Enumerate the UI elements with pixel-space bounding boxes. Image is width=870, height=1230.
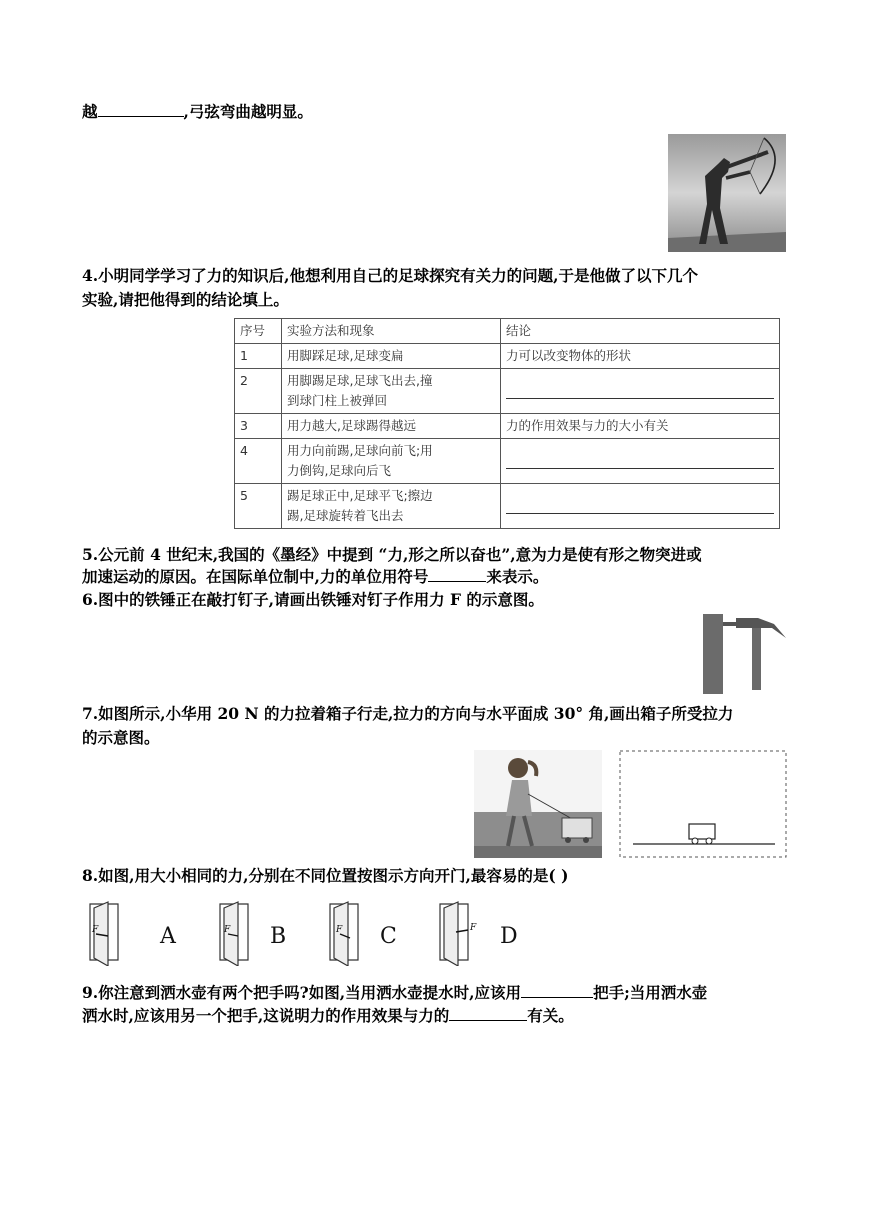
header-method: 实验方法和现象 bbox=[282, 319, 501, 344]
q4-line1: 4.小明同学学习了力的知识后,他想利用自己的足球探究有关力的问题,于是他做了以下几个 bbox=[82, 266, 698, 285]
table-row bbox=[235, 414, 780, 439]
row-method: 用力越大,足球踢得越远 bbox=[282, 414, 501, 439]
q9-answer-blank-1[interactable] bbox=[521, 982, 593, 998]
q5-line2 bbox=[82, 566, 548, 588]
box-drawing-area[interactable] bbox=[619, 750, 787, 858]
doors-drawing bbox=[88, 900, 528, 966]
answer-line[interactable] bbox=[506, 397, 774, 399]
method-line: 用力向前踢,足球向前飞;用 bbox=[287, 443, 433, 458]
method-line: 力倒钩,足球向后飞 bbox=[287, 463, 391, 478]
q9-pre-text-2: 洒水时,应该用另一个把手,这说明力的作用效果与力的 bbox=[82, 1006, 450, 1025]
q5-line1: 5.公元前 4 世纪末,我国的《墨经》中提到 “力,形之所以奋也”,意为力是使有形之物突进或 bbox=[82, 545, 702, 564]
q7-line1: 7.如图所示,小华用 20 N 的力拉着箱子行走,拉力的方向与水平面成 30° 角,画出箱子所受拉力 bbox=[82, 704, 734, 723]
header-conclusion: 结论 bbox=[501, 319, 780, 344]
table-row bbox=[235, 344, 780, 369]
answer-line[interactable] bbox=[506, 512, 774, 514]
girl-pulling-box-figure bbox=[474, 750, 602, 858]
q5-pre-text: 加速运动的原因。在国际单位制中,力的单位用符号 bbox=[82, 567, 429, 586]
q9-post-text-2: 有关。 bbox=[527, 1006, 574, 1025]
header-no: 序号 bbox=[235, 319, 282, 344]
table-row bbox=[235, 369, 780, 414]
q9-post-text: 把手;当用洒水壶 bbox=[593, 983, 708, 1002]
row-no: 1 bbox=[235, 344, 282, 369]
q3-pre-text: 越 bbox=[82, 102, 98, 121]
experiment-table bbox=[234, 318, 780, 529]
q5-answer-blank[interactable] bbox=[428, 566, 486, 582]
force-label: F bbox=[224, 925, 231, 935]
q9-pre-text: 9.你注意到洒水壶有两个把手吗?如图,当用洒水壶提水时,应该用 bbox=[82, 983, 522, 1002]
row-conclusion: 力的作用效果与力的大小有关 bbox=[501, 414, 780, 439]
table-row bbox=[235, 484, 780, 529]
force-label: F bbox=[470, 923, 477, 933]
option-b[interactable]: B bbox=[270, 924, 287, 949]
force-label: F bbox=[336, 925, 343, 935]
row-no: 2 bbox=[235, 369, 282, 414]
q8-line: 8.如图,用大小相同的力,分别在不同位置按图示方向开门,最容易的是( ) bbox=[82, 866, 569, 885]
row-no: 5 bbox=[235, 484, 282, 529]
row-method bbox=[282, 484, 501, 529]
q5-post-text: 来表示。 bbox=[486, 567, 549, 586]
option-d[interactable]: D bbox=[500, 924, 518, 949]
hammer-nail-figure bbox=[700, 612, 790, 694]
row-conclusion-blank[interactable] bbox=[501, 484, 780, 529]
q7-line2: 的示意图。 bbox=[82, 728, 160, 747]
method-line: 踢足球正中,足球平飞;擦边 bbox=[287, 488, 433, 503]
row-no: 3 bbox=[235, 414, 282, 439]
option-c[interactable]: C bbox=[380, 924, 397, 949]
q9-answer-blank-2[interactable] bbox=[449, 1005, 527, 1021]
row-method: 用脚踩足球,足球变扁 bbox=[282, 344, 501, 369]
q3-line bbox=[82, 101, 313, 123]
table-header-row bbox=[235, 319, 780, 344]
table-row bbox=[235, 439, 780, 484]
row-method bbox=[282, 439, 501, 484]
force-label: F bbox=[92, 925, 99, 935]
q9-line2 bbox=[82, 1005, 574, 1027]
q9-line1 bbox=[82, 982, 707, 1004]
q3-post-text: ,弓弦弯曲越明显。 bbox=[183, 102, 313, 121]
method-line: 踢,足球旋转着飞出去 bbox=[287, 508, 404, 523]
option-a[interactable]: A bbox=[160, 924, 176, 949]
q4-line2: 实验,请把他得到的结论填上。 bbox=[82, 290, 289, 309]
q3-answer-blank[interactable] bbox=[98, 101, 184, 117]
row-no: 4 bbox=[235, 439, 282, 484]
row-conclusion-blank[interactable] bbox=[501, 369, 780, 414]
answer-line[interactable] bbox=[506, 467, 774, 469]
archer-photo bbox=[668, 134, 786, 252]
door-options bbox=[88, 900, 528, 966]
q6-line: 6.图中的铁锤正在敲打钉子,请画出铁锤对钉子作用力 F 的示意图。 bbox=[82, 590, 544, 609]
row-conclusion-blank[interactable] bbox=[501, 439, 780, 484]
row-conclusion: 力可以改变物体的形状 bbox=[501, 344, 780, 369]
method-line: 到球门柱上被弹回 bbox=[287, 393, 388, 408]
method-line: 用脚踢足球,足球飞出去,撞 bbox=[287, 373, 433, 388]
row-method bbox=[282, 369, 501, 414]
